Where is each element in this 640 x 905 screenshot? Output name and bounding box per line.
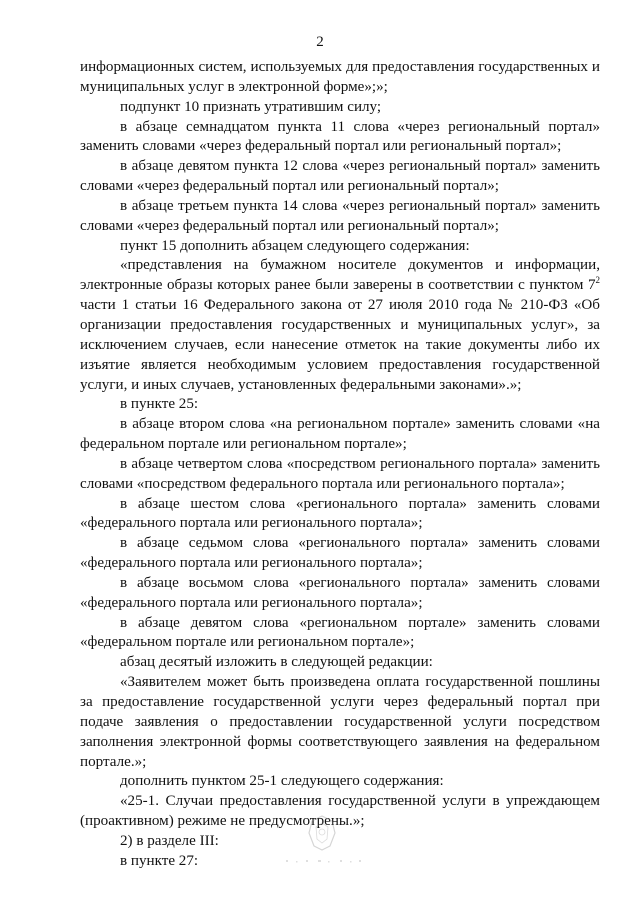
- paragraph: подпункт 10 признать утратившим силу;: [120, 98, 382, 115]
- paragraph: пункт 15 дополнить абзацем следующего содержания:: [120, 237, 470, 254]
- paragraph-with-superscript: [80, 256, 600, 395]
- paragraph: в абзаце третьем пункта 14 слова «через региональный портал» заменить словами «через федеральный портал или региональный портал»;: [80, 197, 600, 234]
- paragraph: информационных систем, используемых для предоставления государственных и муниципальных услуг в электронной форме»;»;: [80, 59, 600, 95]
- paragraph: в пункте 25:: [120, 396, 199, 413]
- seal-watermark: [302, 813, 342, 853]
- paragraph: в абзаце девятом слова «региональном портале» заменить словами «федеральном портале или региональном портале»;: [80, 614, 600, 651]
- paragraph: в пункте 27:: [120, 852, 199, 869]
- paragraph: в абзаце восьмом слова «регионального портала» заменить словами «федерального портала или регионального портала»;: [80, 574, 600, 611]
- paragraph: в абзаце четвертом слова «посредством регионального портала» заменить словами «посредством федерального портала или регионального портала»;: [80, 455, 600, 492]
- paragraph: в абзаце семнадцатом пункта 11 слова «через региональный портал» заменить словами «через федеральный портал или региональный портал»;: [80, 118, 600, 155]
- paragraph-text-part: «представления на бумажном носителе документов и информации, электронные образы которых ранее были заверены в соответствии с пунктом 7: [80, 257, 600, 294]
- paragraph: «25-1. Случаи предоставления государственной услуги в упреждающем (проактивном) режиме не предусмотрены.»;: [80, 793, 600, 830]
- superscript: 2: [595, 275, 600, 286]
- paragraph: в абзаце девятом пункта 12 слова «через региональный портал» заменить словами «через федеральный портал или региональный портал»;: [80, 158, 600, 195]
- scan-noise: [284, 858, 364, 864]
- paragraph: абзац десятый изложить в следующей редакции:: [120, 654, 433, 671]
- paragraph: в абзаце шестом слова «регионального портала» заменить словами «федерального портала или регионального портала»;: [80, 495, 600, 532]
- paragraph-text-part: части 1 статьи 16 Федерального закона от 27 июля 2010 года № 210-ФЗ «Об организации предоставления государственных и муниципальных услуг», за исключением случаев, если нанесение отметок на такие документы либо их изъятие является необходимым условием предоставления государственной услуги, и иных случаев, установленных федеральными законами».»;: [80, 297, 600, 393]
- paragraph: «Заявителем может быть произведена оплата государственной пошлины за предоставление государственной услуги через федеральный портал при подаче заявления о предоставлении государственной услуги посредством заполнения электронной формы соответствующего заявления на федеральном портале.»;: [80, 674, 600, 770]
- paragraph: в абзаце втором слова «на региональном портале» заменить словами «на федеральном портале или региональном портале»;: [80, 416, 600, 453]
- paragraph: дополнить пунктом 25-1 следующего содержания:: [120, 773, 444, 790]
- paragraph: 2) в разделе III:: [120, 832, 219, 849]
- document-body: [80, 58, 600, 872]
- paragraph: в абзаце седьмом слова «регионального портала» заменить словами «федерального портала или регионального портала»;: [80, 535, 600, 572]
- page-number: 2: [316, 34, 324, 50]
